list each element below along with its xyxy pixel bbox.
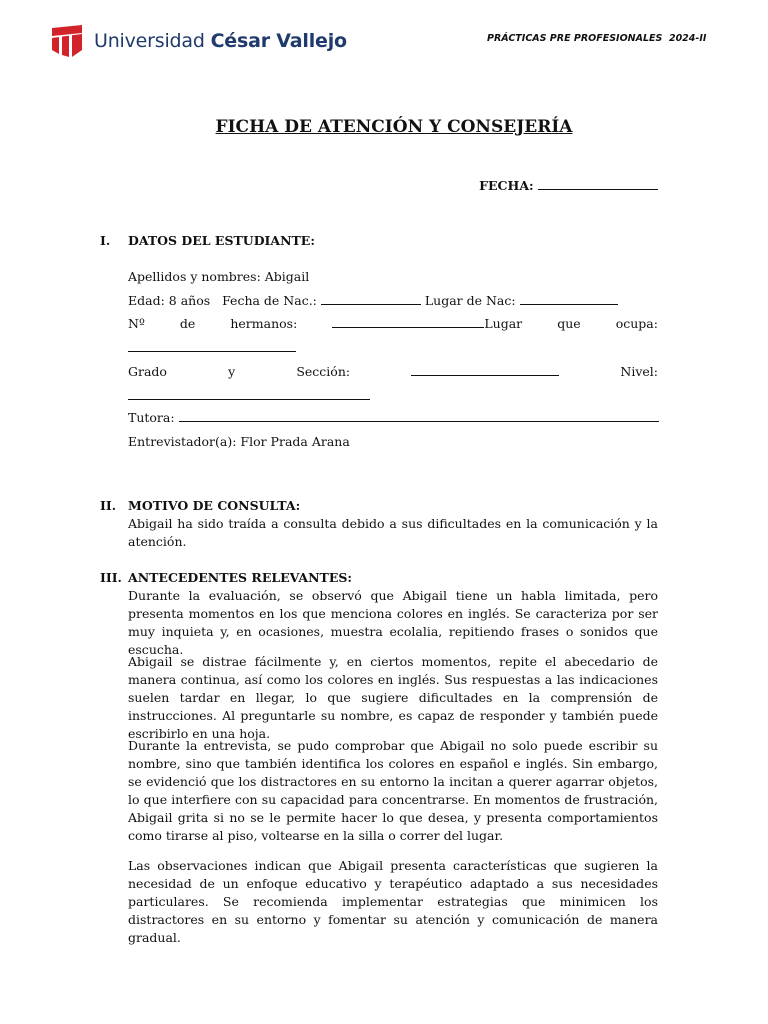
place-label-c: ocupa: [615, 316, 658, 331]
background-paragraph-3: Durante la entrevista, se pudo comprobar que Abigail no solo puede escribir su nombre, sino que también identifica los colores en español e inglés. Sin embargo, se evidenció que los distractores en su entorno la incitan a querer agarrar objetos, lo que interfiere con su capacidad para concentrarse. En momentos de frustración, Abigail grita si no se le permite hacer lo que desea, y presenta comportamientos como tirarse al piso, voltearse en la silla o correr del lugar. [128, 738, 658, 843]
edad-text: Edad: 8 años [128, 293, 211, 308]
lugar-nac-label: Lugar de Nac: [424, 293, 516, 308]
level-blank [128, 388, 370, 400]
place-label-b: que [557, 316, 581, 331]
section-label: Sección: [296, 364, 351, 379]
tutor-blank [179, 410, 659, 422]
fecha-blank [538, 178, 658, 190]
siblings-label-b: de [179, 316, 196, 331]
level-continuation-line [128, 388, 658, 403]
section-1-number: I. [100, 233, 111, 248]
siblings-label-a: Nº [128, 316, 145, 331]
student-name-line: Apellidos y nombres: Abigail [128, 269, 310, 284]
place-blank [128, 340, 296, 352]
section-2-number: II. [100, 498, 117, 513]
interviewer-line: Entrevistador(a): Flor Prada Arana [128, 434, 350, 449]
section-3-number: III. [100, 570, 122, 585]
section-3-title: ANTECEDENTES RELEVANTES: [128, 570, 352, 585]
fecha-field [479, 178, 658, 193]
fecha-label: FECHA: [479, 178, 534, 193]
fecha-nac-blank [321, 293, 421, 305]
consultation-reason: Abigail ha sido traída a consulta debido a sus dificultades en la comunicación y la atención. [128, 516, 658, 549]
siblings-blank [332, 316, 484, 328]
page-header [0, 0, 768, 70]
lugar-nac-blank [520, 293, 618, 305]
place-continuation-line [128, 340, 658, 355]
birth-info-line [128, 293, 658, 308]
background-paragraph-1: Durante la evaluación, se observó que Abigail tiene un habla limitada, pero presenta momentos en los que menciona colores en inglés. Se caracteriza por ser muy inquieta y, en ocasiones, muestra ecolalia, repitiendo frases o sonidos que escucha. [128, 588, 658, 657]
university-name: Universidad César Vallejo [94, 30, 347, 52]
document-title: FICHA DE ATENCIÓN Y CONSEJERÍA [215, 117, 573, 137]
tutor-label: Tutora: [128, 410, 175, 425]
level-label: Nivel: [620, 364, 658, 379]
header-program-label: PRÁCTICAS PRE PROFESIONALES 2024-II [487, 33, 707, 44]
university-logo [50, 24, 347, 58]
fecha-nac-label: Fecha de Nac.: [222, 293, 317, 308]
place-label-a: Lugar [484, 316, 523, 331]
background-paragraph-4: Las observaciones indican que Abigail presenta características que sugieren la necesidad de un enfoque educativo y terapéutico adaptado a sus necesidades particulares. Se recomienda implementar estrategias que minimicen los distractores en su entorno y fomentar su atención y comunicación de manera gradual. [128, 858, 658, 945]
tutor-line [128, 410, 658, 425]
siblings-label-c: hermanos: [230, 316, 298, 331]
background-paragraph-2: Abigail se distrae fácilmente y, en ciertos momentos, repite el abecedario de manera continua, así como los colores en inglés. Sus respuestas a las indicaciones suelen tardar en llegar, lo que sugiere dificultades en la comprensión de instrucciones. Al preguntarle su nombre, es capaz de responder y también puede escribirlo en una hoja. [128, 654, 658, 741]
and-label: y [228, 364, 236, 379]
siblings-line [128, 316, 658, 331]
section-2-title: MOTIVO DE CONSULTA: [128, 498, 301, 513]
section-1-title: DATOS DEL ESTUDIANTE: [128, 233, 315, 248]
ucv-shield-icon [50, 24, 84, 58]
section-blank [411, 364, 559, 376]
grade-label: Grado [128, 364, 167, 379]
grade-line [128, 364, 658, 379]
